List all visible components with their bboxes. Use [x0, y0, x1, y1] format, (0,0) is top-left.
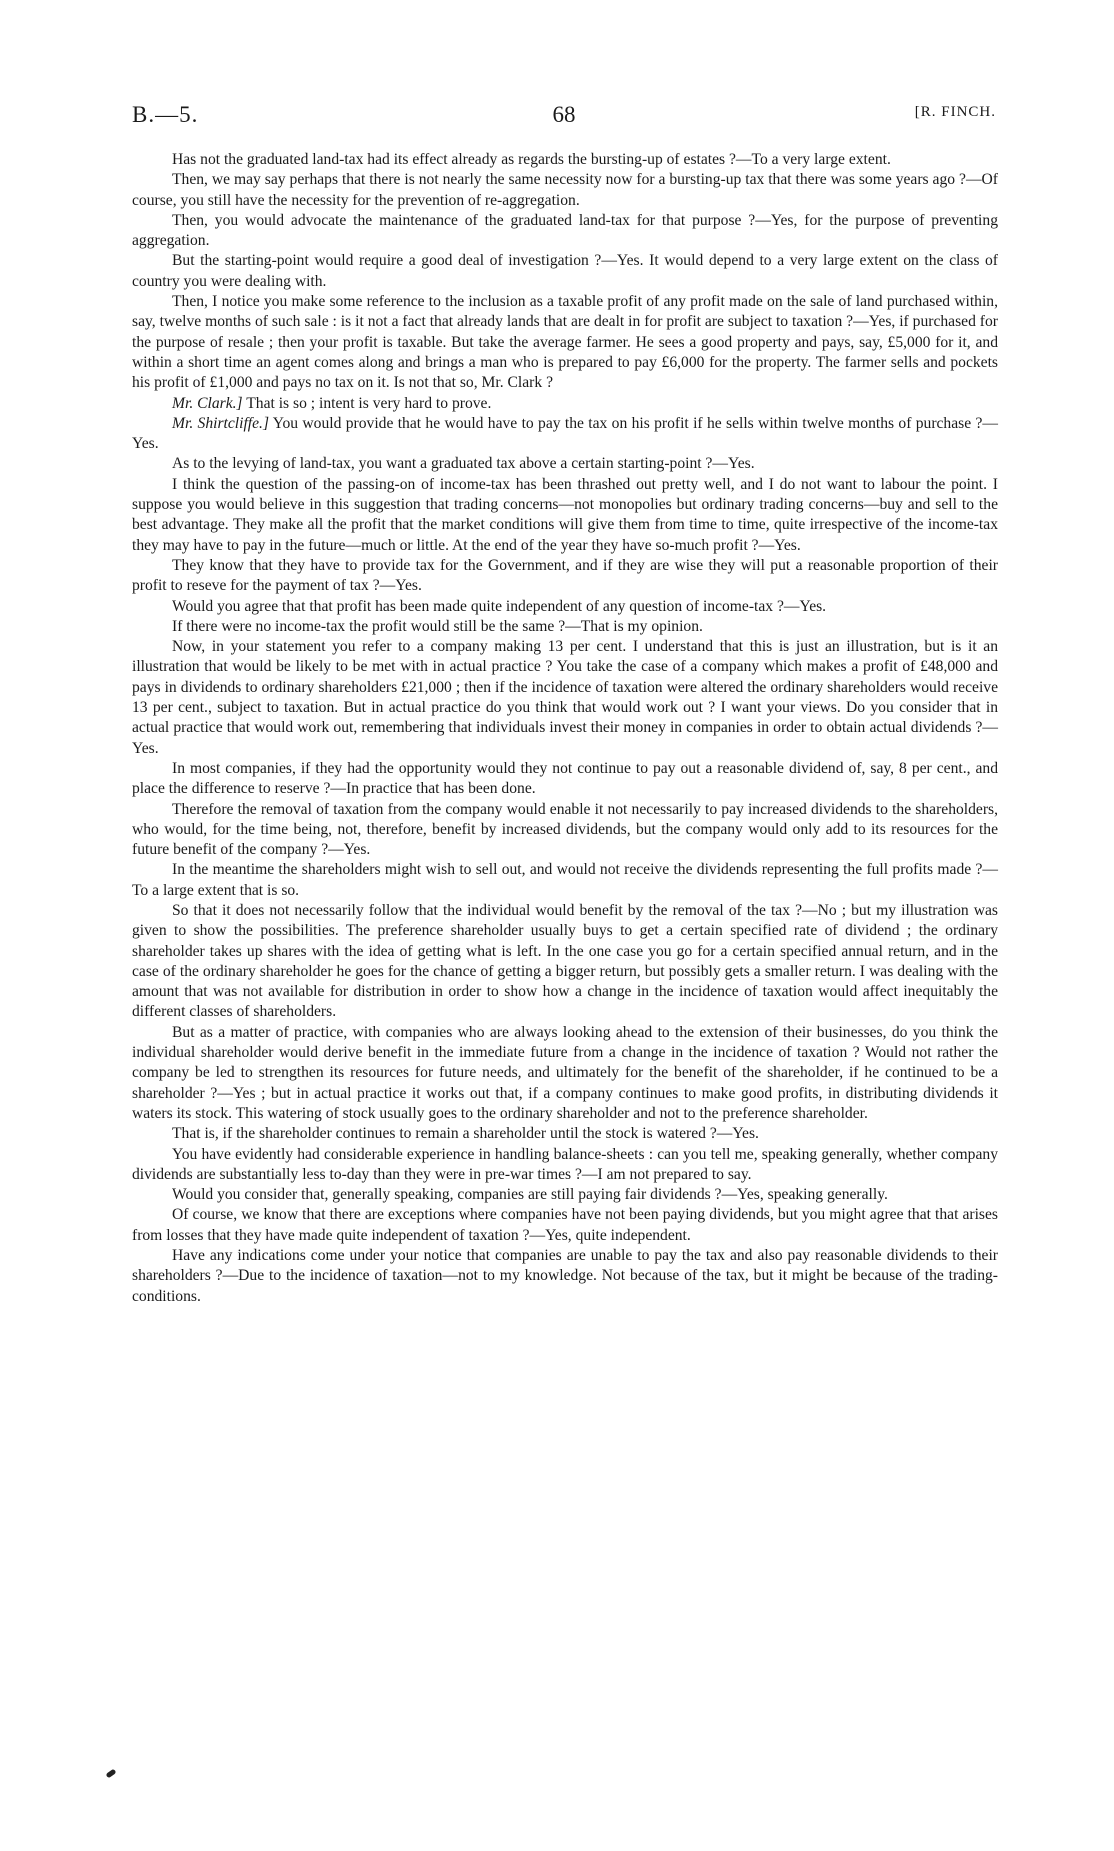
paragraph: In the meantime the shareholders might wish to sell out, and would not receive the dividends representing the full profits made ?—To a large extent that is so.	[132, 861, 998, 899]
paragraph: Would you consider that, generally speaking, companies are still paying fair dividends ?—Yes, speaking generally.	[172, 1186, 888, 1204]
paragraph	[132, 394, 998, 414]
speaker-label: Mr. Shirtcliffe.]	[172, 414, 270, 432]
paragraph: If there were no income-tax the profit would still be the same ?—That is my opinion.	[172, 617, 703, 635]
speaker-label: Mr. Clark.]	[172, 394, 243, 412]
paragraph: Then, you would advocate the maintenance of the graduated land-tax for that purpose ?—Yes, for the purpose of preventing aggregation.	[132, 211, 998, 250]
paragraph: In most companies, if they had the opportunity would they not continue to pay out a reasonable dividend of, say, 8 per cent., and place the difference to reserve ?—In practice that has been done.	[132, 759, 998, 798]
paragraph: Then, I notice you make some reference to the inclusion as a taxable profit of any profit made on the sale of land purchased within, say, twelve months of such sale : is it not a fact that already lands that are dealt in for profit are subject to taxation ?—Yes, if purchased for the purpose of resale ; then your profit is taxable. But take the average farmer. He sees a good property and pays, say, £5,000 for it, and within a short time an agent comes along and brings a man who is prepared to pay £6,000 for the property. The farmer sells and pockets his profit of £1,000 and pays no tax on it. Is not that so, Mr. Clark ?	[132, 293, 998, 392]
paragraph	[132, 414, 998, 455]
paragraph: Therefore the removal of taxation from the company would enable it not necessarily to pay increased dividends to the shareholders, who would, for the time being, not, therefore, benefit by increased dividends, but the company would only add to its resources for the future benefit of the company ?—Yes.	[132, 800, 998, 859]
paragraph: I think the question of the passing-on of income-tax has been thrashed out pretty well, and I do not want to labour the point. I suppose you would believe in this suggestion that trading concerns—not monopolies but ordinary trading concerns—buy and sell to the best advantage. They make all the profit that the market conditions will give them from time to time, quite irrespective of the income-tax they may have to pay in the future—much or little. At the end of the year they have so-much profit ?—Yes.	[132, 475, 998, 554]
speaker-text: You would provide that he would have to pay the tax on his profit if he sells within twelve months of purchase ?—Yes.	[132, 414, 998, 453]
paragraph: But the starting-point would require a good deal of investigation ?—Yes. It would depend to a very large extent on the class of country you were dealing with.	[132, 252, 998, 290]
paragraph: But as a matter of practice, with companies who are always looking ahead to the extension of their businesses, do you think the individual shareholder would derive benefit in the immediate future from a change in the incidence of taxation ? Would not rather the company be led to strengthen its resources for future needs, and ultimately for the benefit of the shareholder, if he continued to be a shareholder ?—Yes ; but in actual practice it works out that, if a company continues to make good profits, in distributing dividends it waters its stock. This watering of stock usually goes to the ordinary shareholder and not to the preference shareholder.	[132, 1023, 998, 1122]
paragraph: As to the levying of land-tax, you want a graduated tax above a certain starting-point ?—Yes.	[172, 455, 755, 473]
paragraph: Would you agree that that profit has been made quite independent of any question of income-tax ?—Yes.	[172, 597, 827, 615]
speaker-text: That is so ; intent is very hard to prove.	[242, 394, 492, 412]
paragraph: Of course, we know that there are exceptions where companies have not been paying dividends, but you might agree that that arises from losses that they have made quite independent of taxation ?—Yes, quite independent.	[132, 1206, 998, 1244]
paragraph: That is, if the shareholder continues to remain a shareholder until the stock is watered ?—Yes.	[172, 1125, 759, 1143]
paragraph: Have any indications come under your notice that companies are unable to pay the tax and also pay reasonable dividends to their shareholders ?—Due to the incidence of taxation—not to my knowledge. Not because of the tax, but it might be because of the trading-conditions.	[132, 1247, 998, 1305]
paragraph: You have evidently had considerable experience in handling balance-sheets : can you tell me, speaking generally, whether company dividends are substantially less to-day than they were in pre-war times ?—I am not prepared to say.	[132, 1145, 998, 1183]
page-header	[132, 102, 996, 132]
document-code: B.—5.	[132, 102, 199, 127]
page-number: 68	[552, 102, 576, 127]
paragraph: Then, we may say perhaps that there is not nearly the same necessity now for a bursting-up tax that there was some years ago ?—Of course, you still have the necessity for the prevention of re-aggregation.	[132, 171, 998, 209]
paragraph: So that it does not necessarily follow that the individual would benefit by the removal of the tax ?—No ; but my illustration was given to show the possibilities. The preference shareholder usually buys to get a certain specified rate of dividend ; the ordinary shareholder takes up shares with the idea of getting what is left. In the one case you go for a certain specified annual return, and in the case of the ordinary shareholder he goes for the chance of getting a bigger return, but possibly gets a smaller return. I was dealing with the amount that was not available for distribution in order to show how a change in the incidence of taxation would affect inequitably the different classes of shareholders.	[132, 901, 998, 1021]
paragraph: Has not the graduated land-tax had its effect already as regards the bursting-up of estates ?—To a very large extent.	[172, 151, 891, 168]
transcript-body	[132, 150, 998, 1307]
paragraph: Now, in your statement you refer to a company making 13 per cent. I understand that this is just an illustration, but is it an illustration that would be likely to be met with in actual practice ? You take the case of a company which makes a profit of £48,000 and pays in dividends to ordinary shareholders £21,000 ; then if the incidence of taxation were altered the ordinary shareholders would receive 13 per cent., subject to taxation. But in actual practice do you think that would work out ? I want your views. Do you consider that in actual practice that would work out, remembering that individuals invest their money in companies in order to obtain actual dividends ?—Yes.	[132, 638, 998, 757]
ink-mark	[105, 1769, 116, 1779]
witness-name: [R. FINCH.	[914, 104, 996, 120]
paragraph: They know that they have to provide tax for the Government, and if they are wise they will put a reasonable proportion of their profit to reseve for the payment of tax ?—Yes.	[132, 556, 998, 595]
